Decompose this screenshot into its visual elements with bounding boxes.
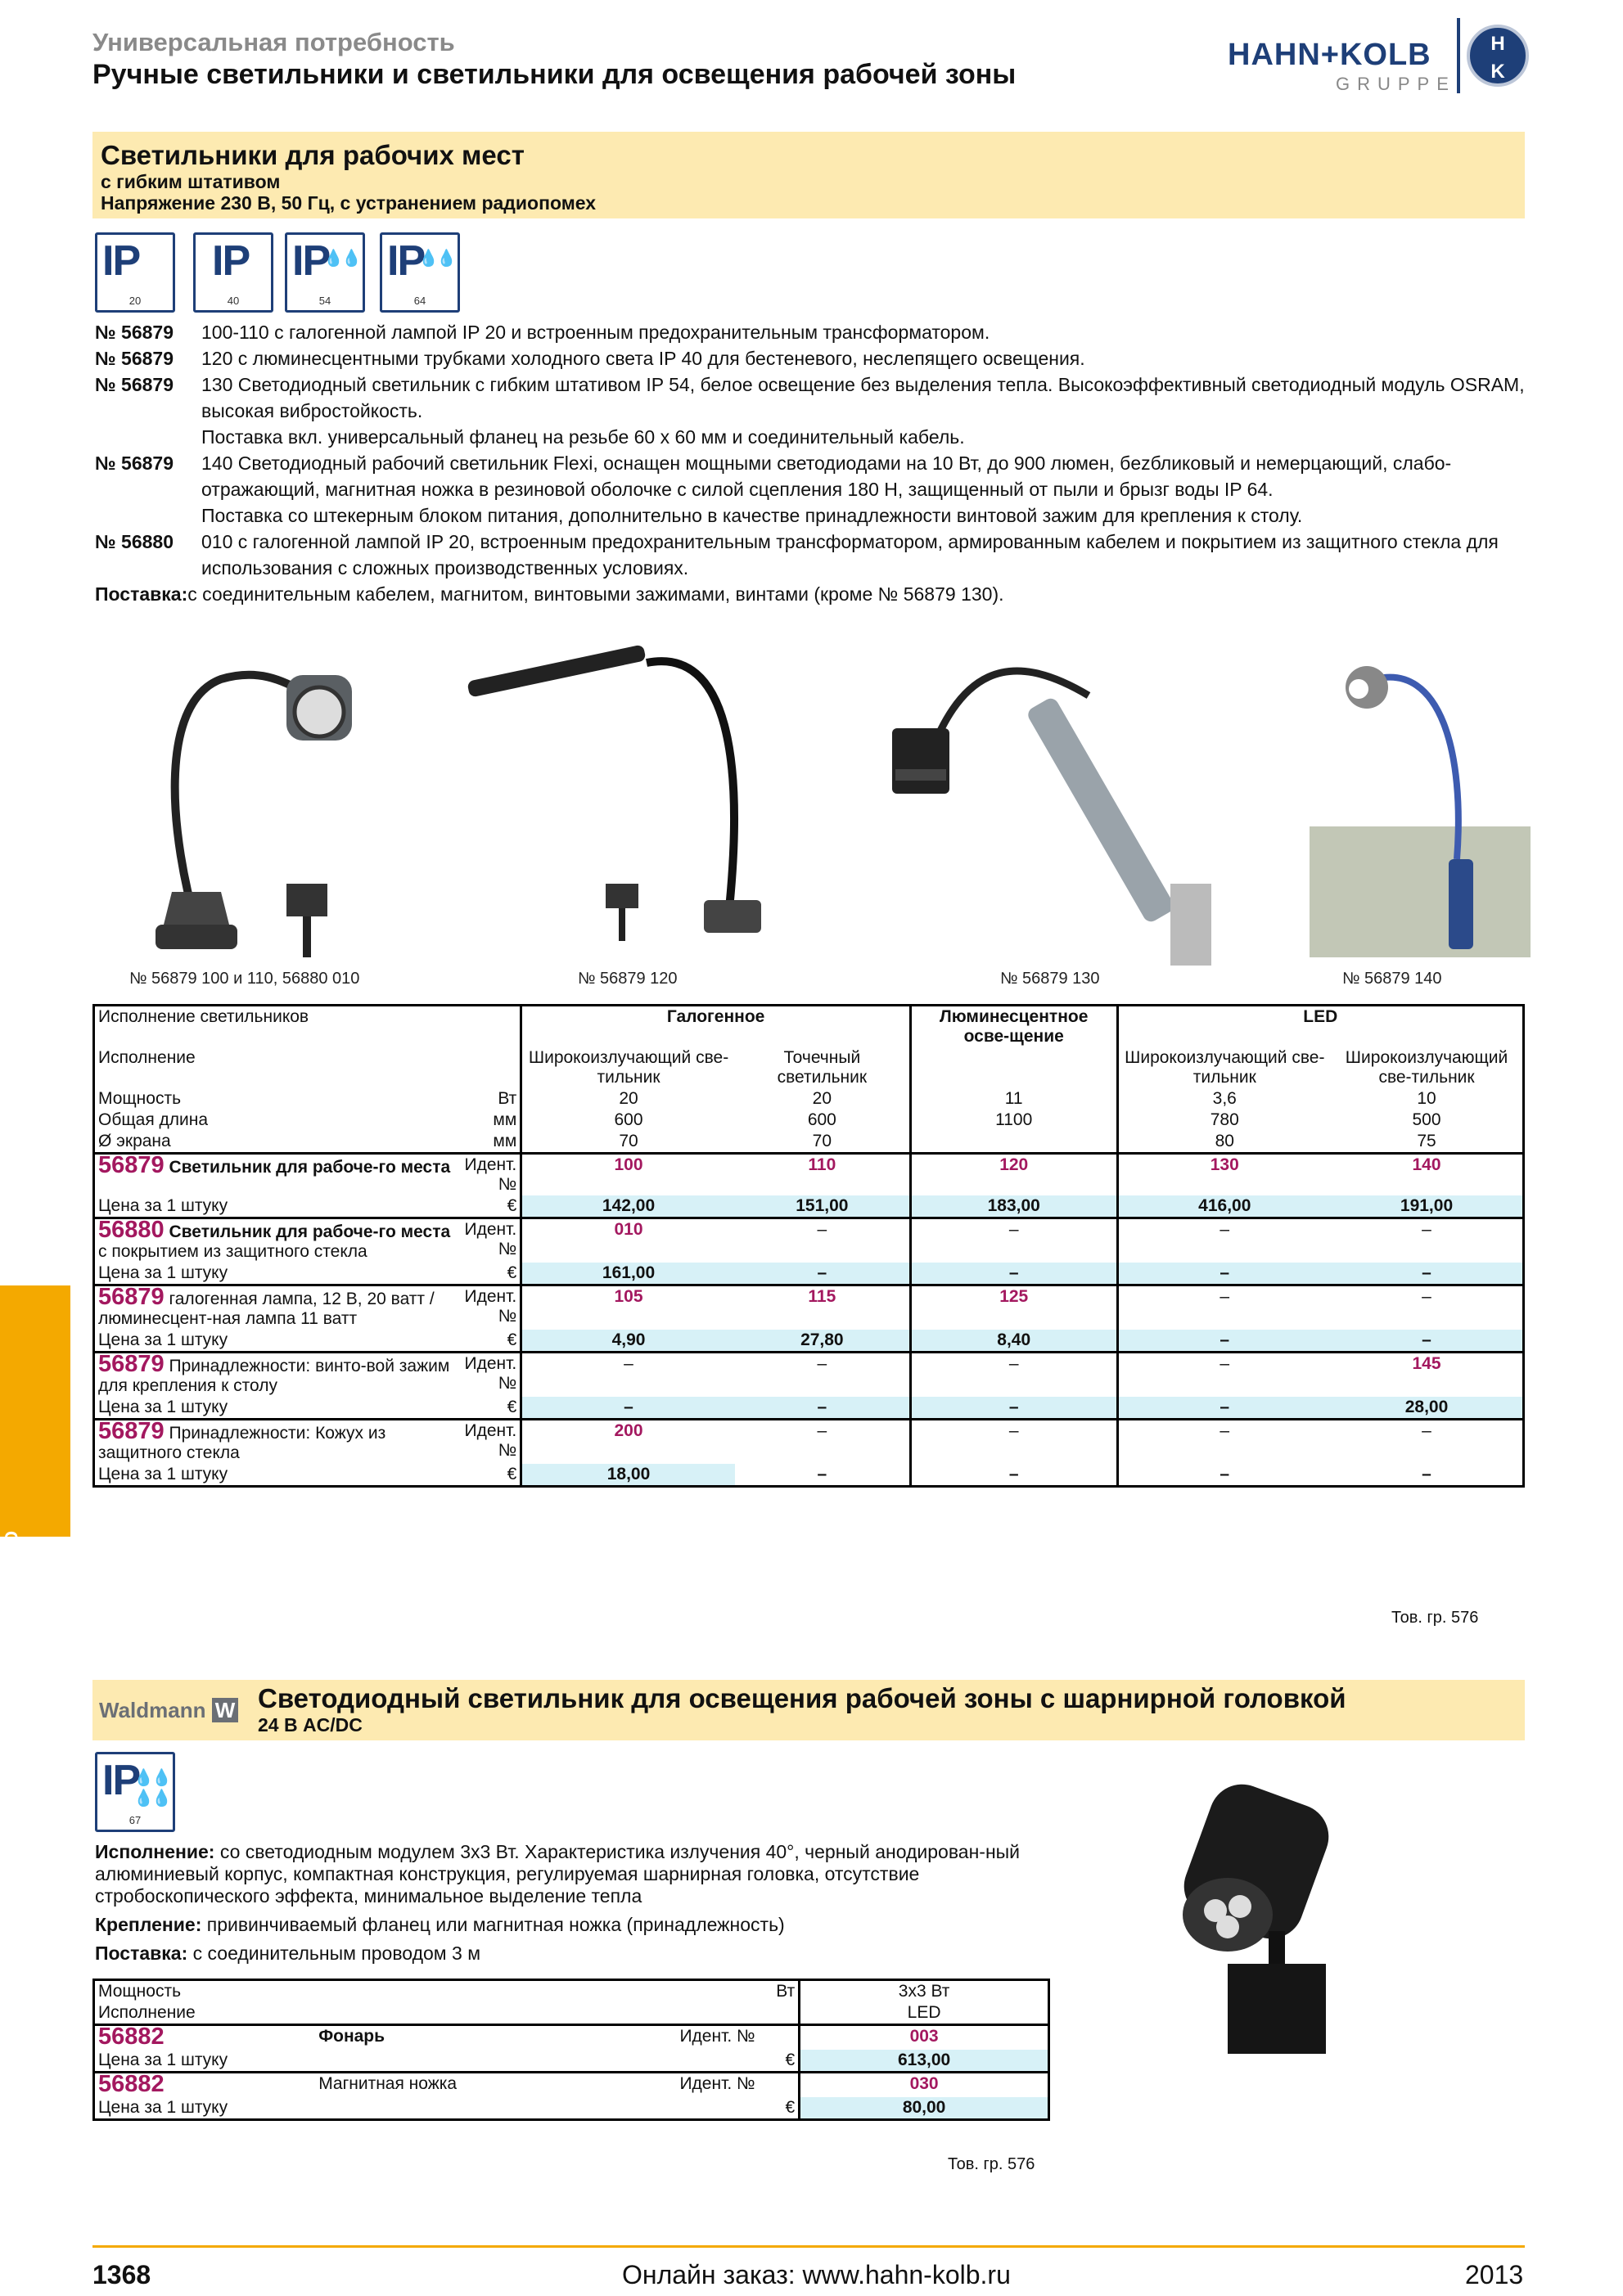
- table-row: Цена за 1 штуку € – – – – 28,00: [94, 1397, 1524, 1420]
- tov-gr-2: Тов. гр. 576: [948, 2155, 1035, 2173]
- table-row: 56879 галогенная лампа, 12 В, 20 ватт / люминесцент-ная лампа 11 ватт Идент. № 105 115 125 – –: [94, 1285, 1524, 1330]
- ip64-icon: IP 💧💧 64: [380, 232, 460, 313]
- waldmann-led-lamp-image: [1146, 1759, 1391, 2054]
- table-row: 56879 Светильник для рабоче-го места Идент. № 100 110 120 130 140: [94, 1154, 1524, 1196]
- section1-subtitle2: Напряжение 230 В, 50 Гц, с устранением радиопомех: [101, 192, 597, 214]
- table-row: Ø экрана мм 70 70 80 75: [94, 1131, 1524, 1154]
- halogen-lamp-image: [123, 630, 434, 966]
- table-row: Исполнение светильников Галогенное Люминесцентное осве-щение LED: [94, 1006, 1524, 1048]
- table-row: Цена за 1 штуку € 18,00 – – – –: [94, 1464, 1524, 1487]
- table-row: 56882 Магнитная ножка Идент. № 030: [94, 2073, 1049, 2098]
- table-row: 56880 Светильник для рабоче-го места с покрытием из защитного стекла Идент. № 010 – – – –: [94, 1218, 1524, 1263]
- section2-title: Светодиодный светильник для освещения рабочей зоны с шарнирной головкой: [258, 1683, 1346, 1713]
- logo-main-text: HAHN+KOLB: [1228, 38, 1431, 72]
- lamp-spec-table: [92, 1004, 1525, 1488]
- page-number: 1368: [92, 2260, 151, 2289]
- ip67-icon: IP 💧💧 💧💧 67: [95, 1752, 175, 1832]
- table-row: Исполнение LED: [94, 2002, 1049, 2025]
- section1-description: № 56879 100-110 с галогенной лампой IP 20 и встроенным предохранительным трансформатором. № 56879 120 с люминесцентными трубками холодного света IP 40 для бестеневого, неслепящего освещения. № 56879 130 Светодиодный светильник с гибким штативом IP 54, белое освещение без выделения тепла. Высокоэффективный светодиодный модуль OSRAM, высокая вибростойкость. Поставка вкл. универсальный фланец на резьбе 60 x 60 мм и соединительный кабель. № 56879 140 Светодиодный рабочий светильник Flexi, оснащен мощными светодиодами на 10 Вт, до 900 люмен, бezбликовый и немерцающий, слабо-отражающий, магнитная ножка в резиновой оболочке с силой сцепления 180 Н, защищенный от пыли и брызг воды IP 64. Поставка со штекерным блоком питания, дополнительно в качестве принадлежности винтовой зажим для крепления к столу. № 56880 010 с галогенной лампой IP 20, встроенным предохранительным трансформатором, армированным кабелем и покрытием из защитного стекла для использования с сложных производственных условиях. Поставка: с соединительным кабелем, магнитом, винтовыми зажимами, винтами (кроме № 56879 130).: [95, 322, 1525, 605]
- caption-2: № 56879 120: [578, 970, 678, 988]
- waldmann-spec-table: [92, 1979, 1050, 2121]
- tov-gr-1: Тов. гр. 576: [1391, 1609, 1479, 1627]
- led-flexi-lamp-image: [1310, 630, 1531, 957]
- led-flexible-lamp-image: [876, 638, 1252, 966]
- table-row: 56882 Фонарь Идент. № 003: [94, 2025, 1049, 2051]
- ip54-icon: IP 💧💧 54: [285, 232, 365, 313]
- logo-sub-text: GRUPPE: [1336, 74, 1456, 94]
- caption-4: № 56879 140: [1342, 970, 1442, 988]
- table-row: Цена за 1 штуку € 4,90 27,80 8,40 – –: [94, 1330, 1524, 1353]
- hahn-kolb-logo: [1228, 18, 1531, 93]
- table-row: Цена за 1 штуку € 613,00: [94, 2050, 1049, 2073]
- table-row: Общая длина мм 600 600 1100 780 500: [98, 1110, 1441, 1129]
- table-row: Цена за 1 штуку € 80,00: [94, 2097, 1049, 2120]
- fluorescent-lamp-image: [458, 638, 802, 949]
- section2-description: Исполнение: со светодиодным модулем 3x3 Вт. Характеристика излучения 40°, черный анодирован-ный алюминиевый корпус, компактная конструкция, регулируемая шарнирная головка, отсутствие стробоскопического эффекта, минимальное выделение тепла Крепление: привинчиваемый фланец или магнитная ножка (принадлежность) Поставка: с соединительным проводом 3 м: [95, 1841, 1021, 1964]
- waldmann-logo: Waldmann W: [99, 1698, 238, 1723]
- section1-title: Светильники для рабочих мест: [101, 140, 525, 170]
- side-tab[interactable]: Слесарный инструмент: [0, 1285, 70, 1537]
- section2-subtitle: 24 В AC/DC: [258, 1714, 363, 1736]
- table-row: Мощность Вт 20 20 11 3,6 10: [98, 1089, 1436, 1108]
- year: 2013: [1465, 2260, 1524, 2289]
- section1-header: [92, 132, 1525, 218]
- header-category: Универсальная потребность: [92, 28, 455, 56]
- ip20-icon: IP 20: [95, 232, 175, 313]
- table-row: 56879 Принадлежности: Кожух из защитного стекла Идент. № 200 – – – –: [94, 1420, 1524, 1465]
- table-row: Цена за 1 штуку € 161,00 – – – –: [94, 1263, 1524, 1285]
- table-row: 56879 Принадлежности: винто-вой зажим для крепления к столу Идент. № – – – – 145: [94, 1353, 1524, 1398]
- ip40-icon: IP 40: [193, 232, 273, 313]
- table-row: Цена за 1 штуку € 142,00 151,00 183,00 416,00 191,00: [94, 1195, 1524, 1218]
- section2-header: [92, 1680, 1525, 1740]
- table-row: Исполнение Широкоизлучающий све-тильник Точечный светильник Широкоизлучающий све-тильник Широкоизлучающий све-тильник: [98, 1048, 1508, 1087]
- section1-subtitle1: с гибким штативом: [101, 171, 281, 192]
- caption-1: № 56879 100 и 110, 56880 010: [129, 970, 360, 988]
- order-link[interactable]: Онлайн заказ: www.hahn-kolb.ru: [622, 2260, 1011, 2289]
- header-title: Ручные светильники и светильники для освещения рабочей зоны: [92, 59, 1017, 90]
- caption-3: № 56879 130: [1000, 970, 1100, 988]
- table-row: Мощность Вт 3x3 Вт: [94, 1980, 1049, 2003]
- logo-circle-icon: H K: [1467, 25, 1529, 87]
